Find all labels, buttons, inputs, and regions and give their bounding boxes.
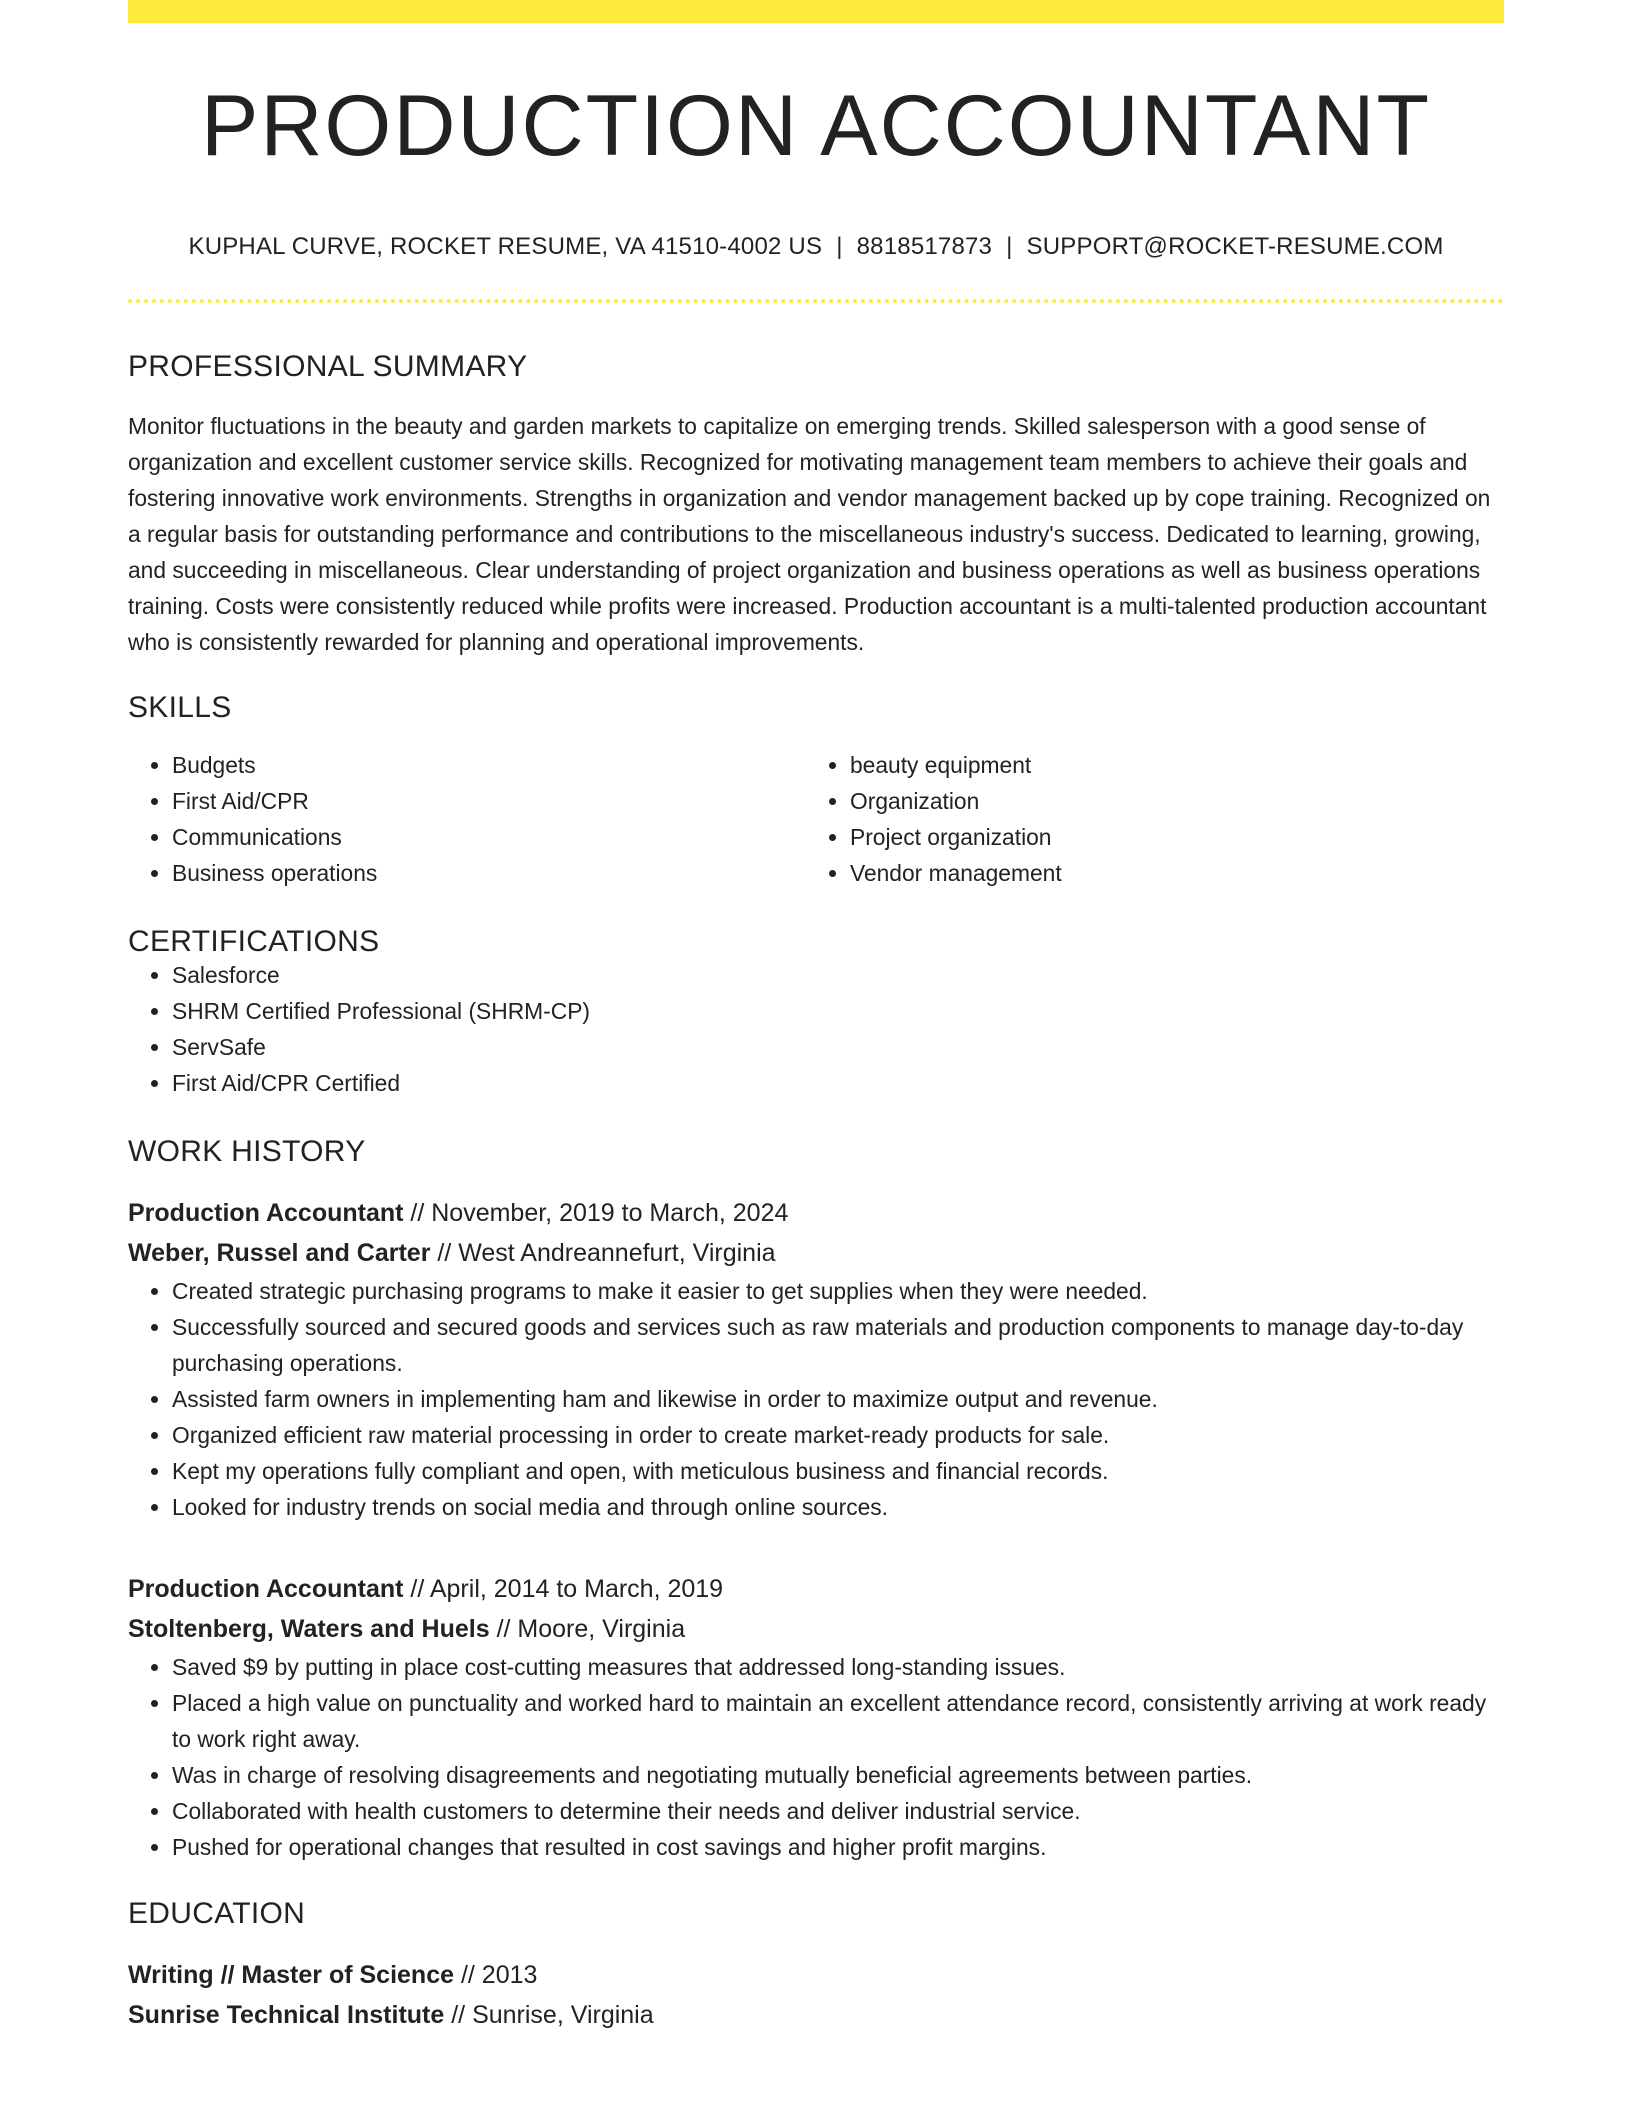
education-degree: Writing // Master of Science — [128, 1961, 455, 1989]
resume-page — [128, 0, 1504, 2035]
job-bullet: • Collaborated with health customers to determine their needs and deliver industrial service. — [172, 1793, 1504, 1829]
job-dates: // November, 2019 to March, 2024 — [403, 1199, 789, 1227]
skill-item: • Communications — [172, 819, 806, 855]
job-entry — [128, 1193, 1504, 1525]
section-title-summary: PROFESSIONAL SUMMARY — [128, 350, 528, 383]
skill-item: • Budgets — [172, 747, 806, 783]
section-title-skills: SKILLS — [128, 691, 232, 724]
contact-separator: | — [836, 233, 843, 260]
contact-email: SUPPORT@ROCKET-RESUME.COM — [1026, 233, 1444, 260]
job-bullet: • Successfully sourced and secured goods and services such as raw materials and production components to manage day-to-day purchasing operations. — [172, 1309, 1504, 1381]
job-company-line — [128, 1609, 1504, 1649]
job-dates: // April, 2014 to March, 2019 — [403, 1575, 724, 1603]
job-bullet: • Assisted farm owners in implementing ham and likewise in order to maximize output and revenue. — [172, 1381, 1504, 1417]
job-bullet: • Organized efficient raw material processing in order to create market-ready products for sale. — [172, 1417, 1504, 1453]
education-entry — [128, 1955, 1504, 2035]
job-company-line — [128, 1233, 1504, 1273]
skill-item: • Project organization — [850, 819, 1528, 855]
education-year: // 2013 — [454, 1961, 538, 1989]
dotted-divider — [128, 299, 1504, 303]
resume-title: PRODUCTION ACCOUNTANT — [200, 78, 1432, 174]
contact-address: KUPHAL CURVE, ROCKET RESUME, VA 41510-4002 US — [188, 233, 823, 260]
skills-list-left — [128, 747, 806, 891]
certification-item: • SHRM Certified Professional (SHRM-CP) — [172, 993, 1504, 1029]
job-bullet: • Looked for industry trends on social media and through online sources. — [172, 1489, 1504, 1525]
skill-item: • Business operations — [172, 855, 806, 891]
job-bullet-list — [128, 1649, 1504, 1865]
job-role-line — [128, 1193, 1504, 1233]
job-location: // Moore, Virginia — [489, 1615, 686, 1643]
contact-separator: | — [1006, 233, 1013, 260]
skills-list-right — [806, 747, 1528, 891]
job-bullet-list — [128, 1273, 1504, 1525]
job-bullet: • Created strategic purchasing programs to make it easier to get supplies when they were needed. — [172, 1273, 1504, 1309]
job-role: Production Accountant — [128, 1575, 404, 1603]
certification-item: • ServSafe — [172, 1029, 1504, 1065]
skills-grid — [128, 747, 1504, 891]
skill-item: • First Aid/CPR — [172, 783, 806, 819]
job-bullet: • Kept my operations fully compliant and open, with meticulous business and financial records. — [172, 1453, 1504, 1489]
job-bullet: • Saved $9 by putting in place cost-cutting measures that addressed long-standing issues. — [172, 1649, 1504, 1685]
job-company: Weber, Russel and Carter — [128, 1239, 431, 1267]
certifications-list — [128, 957, 1504, 1101]
job-location: // West Andreannefurt, Virginia — [430, 1239, 776, 1267]
accent-top-bar — [128, 0, 1504, 23]
section-title-education: EDUCATION — [128, 1897, 306, 1930]
job-role-line — [128, 1569, 1504, 1609]
education-degree-line — [128, 1955, 1504, 1995]
skill-item: • Organization — [850, 783, 1528, 819]
contact-phone: 8818517873 — [856, 233, 993, 260]
job-company: Stoltenberg, Waters and Huels — [128, 1615, 490, 1643]
section-title-certifications: CERTIFICATIONS — [128, 925, 380, 958]
education-school-line — [128, 1995, 1504, 2035]
education-school: Sunrise Technical Institute — [128, 2001, 445, 2029]
certification-item: • First Aid/CPR Certified — [172, 1065, 1504, 1101]
job-bullet: • Placed a high value on punctuality and worked hard to maintain an excellent attendance record, consistently arriving at work ready to work right away. — [172, 1685, 1504, 1757]
skill-item: • Vendor management — [850, 855, 1528, 891]
certification-item: • Salesforce — [172, 957, 1504, 993]
job-entry — [128, 1569, 1504, 1865]
education-location: // Sunrise, Virginia — [444, 2001, 654, 2029]
job-role: Production Accountant — [128, 1199, 404, 1227]
contact-line — [128, 235, 1504, 259]
job-bullet: • Was in charge of resolving disagreements and negotiating mutually beneficial agreements between parties. — [172, 1757, 1504, 1793]
section-title-work-history: WORK HISTORY — [128, 1135, 366, 1168]
summary-text: Monitor fluctuations in the beauty and garden markets to capitalize on emerging trends. Skilled salesperson with a good sense of organization and excellent customer service skills. Recognized for motivating management team members to achieve their goals and fostering innovative work environments. Strengths in organization and vendor management backed up by cope training. Recognized on a regular basis for outstanding performance and contributions to the miscellaneous industry's success. Dedicated to learning, growing, and succeeding in miscellaneous. Clear understanding of project organization and business operations as well as business operations training. Costs were consistently reduced while profits were increased. Production accountant is a multi-talented production accountant who is consistently rewarded for planning and operational improvements. — [128, 413, 1491, 655]
skill-item: • beauty equipment — [850, 747, 1528, 783]
job-bullet: • Pushed for operational changes that resulted in cost savings and higher profit margins. — [172, 1829, 1504, 1865]
